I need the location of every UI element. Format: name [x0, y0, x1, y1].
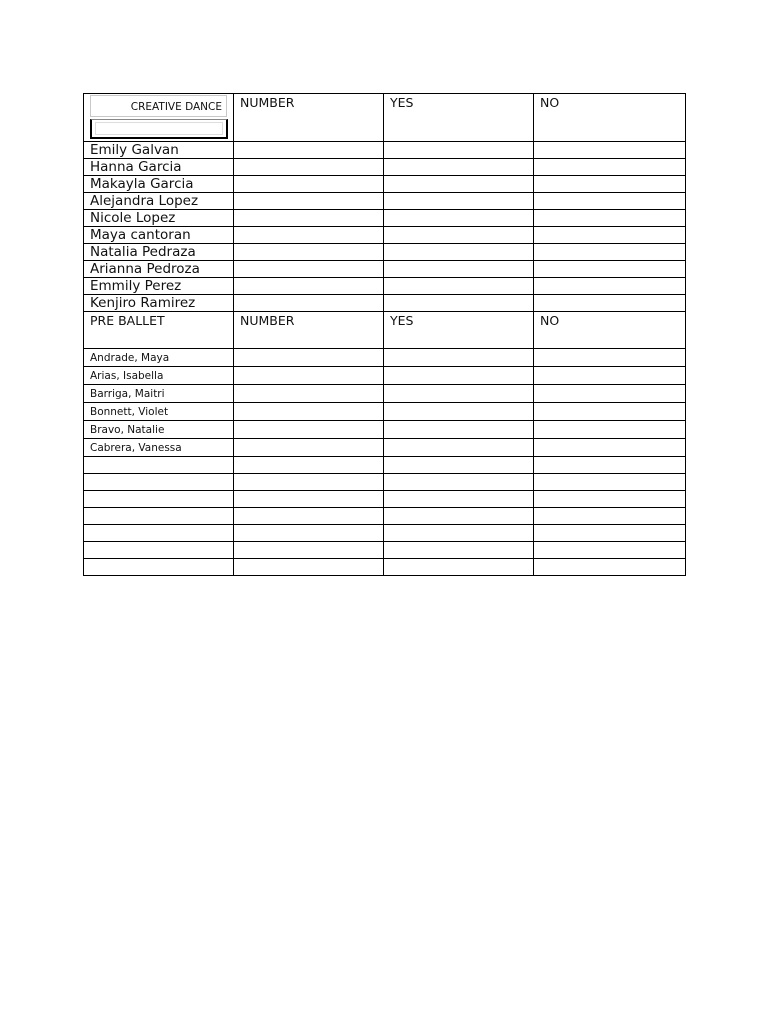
student-name: Alejandra Lopez — [84, 193, 234, 210]
number-cell[interactable] — [234, 439, 384, 457]
student-name: Andrade, Maya — [84, 349, 234, 367]
student-name: Kenjiro Ramirez — [84, 295, 234, 312]
yes-cell[interactable] — [384, 403, 534, 421]
number-cell[interactable] — [234, 508, 384, 525]
header-number: NUMBER — [234, 312, 384, 349]
yes-cell[interactable] — [384, 176, 534, 193]
table-row — [84, 278, 686, 295]
no-cell[interactable] — [534, 261, 686, 278]
header-yes: YES — [384, 94, 534, 142]
number-cell[interactable] — [234, 295, 384, 312]
header-no: NO — [534, 94, 686, 142]
creative-dance-title-cell — [84, 94, 234, 142]
student-name: Arias, Isabella — [84, 367, 234, 385]
no-cell[interactable] — [534, 244, 686, 261]
yes-cell[interactable] — [384, 142, 534, 159]
empty-row — [84, 525, 686, 542]
number-cell[interactable] — [234, 474, 384, 491]
yes-cell[interactable] — [384, 227, 534, 244]
number-cell[interactable] — [234, 542, 384, 559]
no-cell[interactable] — [534, 474, 686, 491]
no-cell[interactable] — [534, 278, 686, 295]
yes-cell[interactable] — [384, 159, 534, 176]
yes-cell[interactable] — [384, 542, 534, 559]
number-cell[interactable] — [234, 176, 384, 193]
yes-cell[interactable] — [384, 559, 534, 576]
no-cell[interactable] — [534, 159, 686, 176]
header-no: NO — [534, 312, 686, 349]
no-cell[interactable] — [534, 457, 686, 474]
header-number: NUMBER — [234, 94, 384, 142]
no-cell[interactable] — [534, 193, 686, 210]
student-name: Maya cantoran — [84, 227, 234, 244]
no-cell[interactable] — [534, 176, 686, 193]
yes-cell[interactable] — [384, 385, 534, 403]
table-row — [84, 210, 686, 227]
number-cell[interactable] — [234, 421, 384, 439]
no-cell[interactable] — [534, 403, 686, 421]
table-row — [84, 421, 686, 439]
number-cell[interactable] — [234, 457, 384, 474]
name-cell[interactable] — [84, 474, 234, 491]
no-cell[interactable] — [534, 439, 686, 457]
table-row — [84, 439, 686, 457]
creative-dance-header-row — [84, 94, 686, 142]
no-cell[interactable] — [534, 227, 686, 244]
yes-cell[interactable] — [384, 457, 534, 474]
no-cell[interactable] — [534, 559, 686, 576]
student-name: Barriga, Maitri — [84, 385, 234, 403]
student-name: Bonnett, Violet — [84, 403, 234, 421]
number-cell[interactable] — [234, 491, 384, 508]
number-cell[interactable] — [234, 559, 384, 576]
no-cell[interactable] — [534, 367, 686, 385]
table-row — [84, 385, 686, 403]
yes-cell[interactable] — [384, 193, 534, 210]
table-row — [84, 142, 686, 159]
empty-row — [84, 474, 686, 491]
student-name: Cabrera, Vanessa — [84, 439, 234, 457]
student-name: Bravo, Natalie — [84, 421, 234, 439]
no-cell[interactable] — [534, 421, 686, 439]
no-cell[interactable] — [534, 491, 686, 508]
yes-cell[interactable] — [384, 525, 534, 542]
student-name: Emmily Perez — [84, 278, 234, 295]
name-cell[interactable] — [84, 491, 234, 508]
student-name: Emily Galvan — [84, 142, 234, 159]
number-cell[interactable] — [234, 244, 384, 261]
number-cell[interactable] — [234, 227, 384, 244]
pre-ballet-title: PRE BALLET — [84, 312, 234, 349]
no-cell[interactable] — [534, 508, 686, 525]
yes-cell[interactable] — [384, 508, 534, 525]
no-cell[interactable] — [534, 349, 686, 367]
number-cell[interactable] — [234, 367, 384, 385]
no-cell[interactable] — [534, 295, 686, 312]
no-cell[interactable] — [534, 385, 686, 403]
yes-cell[interactable] — [384, 439, 534, 457]
number-cell[interactable] — [234, 349, 384, 367]
yes-cell[interactable] — [384, 474, 534, 491]
yes-cell[interactable] — [384, 367, 534, 385]
table-row — [84, 367, 686, 385]
yes-cell[interactable] — [384, 421, 534, 439]
table-row — [84, 295, 686, 312]
number-cell[interactable] — [234, 278, 384, 295]
yes-cell[interactable] — [384, 278, 534, 295]
table-row — [84, 193, 686, 210]
name-cell[interactable] — [84, 457, 234, 474]
name-cell[interactable] — [84, 525, 234, 542]
student-name: Nicole Lopez — [84, 210, 234, 227]
no-cell[interactable] — [534, 210, 686, 227]
pre-ballet-header-row — [84, 312, 686, 349]
name-cell[interactable] — [84, 542, 234, 559]
no-cell[interactable] — [534, 525, 686, 542]
student-name: Hanna Garcia — [84, 159, 234, 176]
yes-cell[interactable] — [384, 210, 534, 227]
yes-cell[interactable] — [384, 349, 534, 367]
empty-row — [84, 491, 686, 508]
number-cell[interactable] — [234, 193, 384, 210]
number-cell[interactable] — [234, 142, 384, 159]
number-cell[interactable] — [234, 385, 384, 403]
yes-cell[interactable] — [384, 261, 534, 278]
yes-cell[interactable] — [384, 491, 534, 508]
table-row — [84, 261, 686, 278]
student-name: Natalia Pedraza — [84, 244, 234, 261]
empty-row — [84, 508, 686, 525]
student-name: Arianna Pedroza — [84, 261, 234, 278]
empty-row — [84, 542, 686, 559]
student-name: Makayla Garcia — [84, 176, 234, 193]
roster-table — [83, 93, 686, 576]
no-cell[interactable] — [534, 542, 686, 559]
table-row — [84, 403, 686, 421]
header-yes: YES — [384, 312, 534, 349]
number-cell[interactable] — [234, 403, 384, 421]
table-row — [84, 227, 686, 244]
name-cell[interactable] — [84, 559, 234, 576]
table-row — [84, 244, 686, 261]
no-cell[interactable] — [534, 142, 686, 159]
number-cell[interactable] — [234, 159, 384, 176]
number-cell[interactable] — [234, 210, 384, 227]
number-cell[interactable] — [234, 261, 384, 278]
name-cell[interactable] — [84, 508, 234, 525]
table-row — [84, 159, 686, 176]
creative-dance-input-field[interactable] — [90, 119, 228, 139]
table-row — [84, 349, 686, 367]
empty-row — [84, 457, 686, 474]
empty-row — [84, 559, 686, 576]
yes-cell[interactable] — [384, 244, 534, 261]
creative-dance-title: CREATIVE DANCE — [90, 95, 227, 117]
number-cell[interactable] — [234, 525, 384, 542]
yes-cell[interactable] — [384, 295, 534, 312]
table-row — [84, 176, 686, 193]
